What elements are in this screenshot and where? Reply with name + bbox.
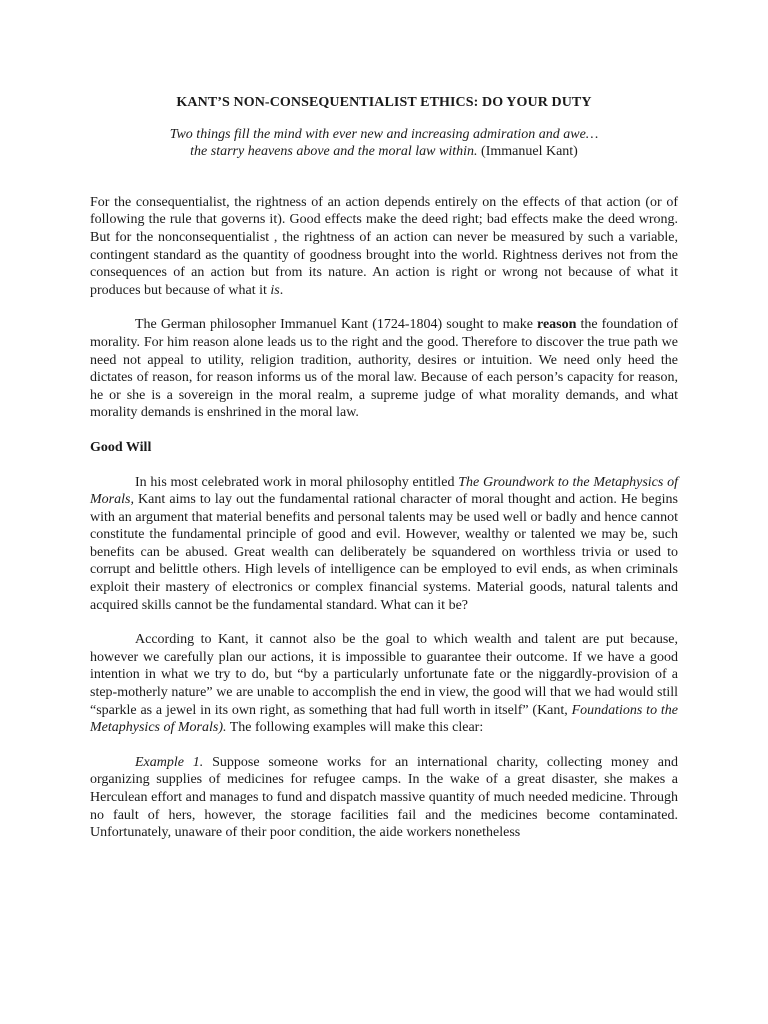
bold-reason: reason (536, 317, 577, 333)
page-title: KANT’S NON-CONSEQUENTIALIST ETHICS: DO YOUR DUTY (176, 95, 592, 110)
epigraph-line-2 (90, 143, 678, 161)
paragraph-consequentialism (90, 194, 678, 300)
epigraph-quote-1: Two things fill the mind with ever new and increasing admiration and awe… (169, 126, 599, 142)
section-heading-good-will: Good Will (90, 439, 152, 455)
paragraph-example-1 (90, 754, 678, 842)
paragraph-text: The German philosopher Immanuel Kant (1724-1804) sought to make (135, 317, 537, 333)
paragraph-text: the foundation of morality. For him reason alone leads us to the right and the good. Therefore to discover the true path we need not appeal to utility, religion tradition, authority, desires or intuition. We need only heed the dictates of reason, for reason informs us of the moral law. Because of each person’s capacity for reason, he or she is a sovereign in the moral realm, a supreme judge of what morality demands, and what morality demands is enshrined in the moral law. (90, 317, 678, 421)
paragraph-text: For the consequentialist, the rightness of an action depends entirely on the effects of that action (or of following the rule that governs it). Good effects make the deed right; bad effects make the deed wrong. But for the nonconsequentialist , the rightness of an action can never be measured by such a variable, contingent standard as the quantity of goodness brought into the world. Rightness derives not from the consequences of an action but from its nature. An action is right or wrong not because of what it produces but because of what it (90, 194, 678, 298)
paragraph-text: According to Kant, it cannot also be the goal to which wealth and talent are put because, however we carefully plan our actions, it is impossible to guarantee their outcome. If we have a good intention in what we try to do, but “by a particularly unfortunate fate or the niggardly-provision of a step-motherly nature” we are unable to accomplish the end in view, the good will that we had would still “sparkle as a jewel in its own right, as something that had full worth in itself” (Kant, (90, 632, 678, 718)
epigraph-attribution: (Immanuel Kant) (477, 144, 578, 160)
paragraph-groundwork (90, 474, 678, 615)
paragraph-text: Kant aims to lay out the fundamental rational character of moral thought and action. He begins with an argument that material benefits and personal talents may be used well or badly and hence cannot constitute the fundamental principle of good and evil. However, wealthy or talented we may be, such benefits can be abused. Great wealth can deliberately be squandered on worthless trivia or used to corrupt and belittle others. High levels of intelligence can be employed to evil ends, as when criminals exploit their mastery of electronics or complex financial systems. Material goods, natural talents and acquired skills cannot be the fundamental standard. What can it be? (90, 492, 678, 613)
paragraph-text: The following examples will make this clear: (226, 720, 484, 736)
epigraph-line-1 (90, 126, 678, 144)
book-title: Foundations to the Metaphysics of Morals). (90, 702, 678, 736)
paragraph-text: Suppose someone works for an international charity, collecting money and organizing supplies of medicines for refugee camps. In the wake of a great disaster, she makes a Herculean effort and manages to fund and dispatch massive quantity of much needed medicine. Through no fault of hers, however, the storage facilities fail and the medicines become contaminated. Unfortunately, unaware of their poor condition, the aide workers nonetheless (90, 754, 678, 841)
example-label: Example 1. (135, 754, 204, 770)
paragraph-good-intention (90, 631, 678, 737)
epigraph (90, 126, 678, 161)
document-body (90, 94, 678, 842)
paragraph-text: In his most celebrated work in moral philosophy entitled (135, 474, 459, 490)
epigraph-quote-2: the starry heavens above and the moral law within. (190, 144, 478, 160)
paragraph-end: . (279, 282, 284, 298)
book-title: The Groundwork to the Metaphysics of Morals, (90, 474, 678, 508)
emphasis-is: is (270, 282, 280, 298)
paragraph-kant-reason (90, 316, 678, 422)
